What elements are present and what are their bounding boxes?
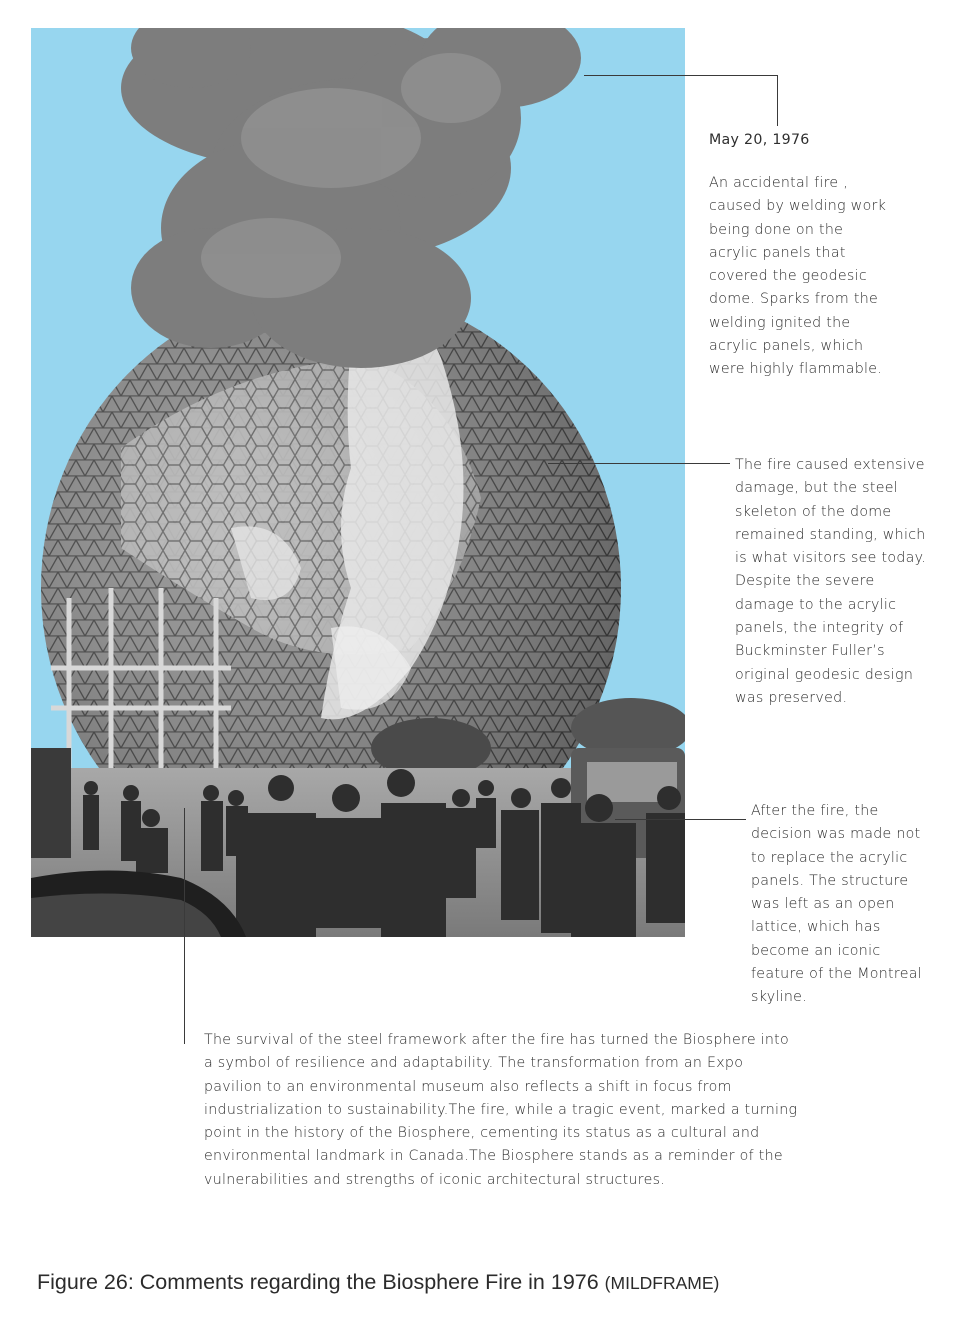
fire-date: May 20, 1976 — [709, 132, 810, 148]
annotation-damage: The fire caused extensive damage, but the steel skeleton of the dome remained standing, which is what visitors see today. Despite the severe damage to the acrylic panels, the integrity of Buckminster Fuller’s original geodesic design was preserved. — [735, 457, 927, 706]
leader-line-date-horizontal — [584, 75, 778, 76]
annotation-cause: An accidental fire , caused by welding work being done on the acrylic panels that covered the geodesic dome. Sparks from the welding ignited the acrylic panels, which were highly flammable. — [709, 175, 887, 378]
annotation-aftermath: After the fire, the decision was made not to replace the acrylic panels. The structure was left as an open lattice, which has become an iconic feature of the Montreal skyline. — [751, 803, 922, 1006]
leader-line-damage — [548, 463, 730, 464]
caption-source: (MILDFRAME) — [604, 1273, 720, 1293]
biosphere-fire-photo — [31, 28, 685, 937]
leader-line-aftermath — [615, 819, 746, 820]
leader-line-date-vertical — [777, 75, 778, 126]
annotation-legacy: The survival of the steel framework after the fire has turned the Biosphere into a symbol of resilience and adaptability. The transformation from an Expo pavilion to an environmental museum also reflects a shift in focus from industrialization to sustainability.The fire, while a tragic event, marked a turning point in the history of the Biosphere, cementing its status as a cultural and environmental landmark in Canada.The Biosphere stands as a reminder of the vulnerabilities and strengths of iconic architectural structures. — [204, 1032, 798, 1188]
caption-text: Figure 26: Comments regarding the Biosphere Fire in 1976 — [37, 1270, 605, 1294]
figure-caption — [37, 1270, 719, 1295]
leader-line-legacy — [184, 808, 185, 1044]
